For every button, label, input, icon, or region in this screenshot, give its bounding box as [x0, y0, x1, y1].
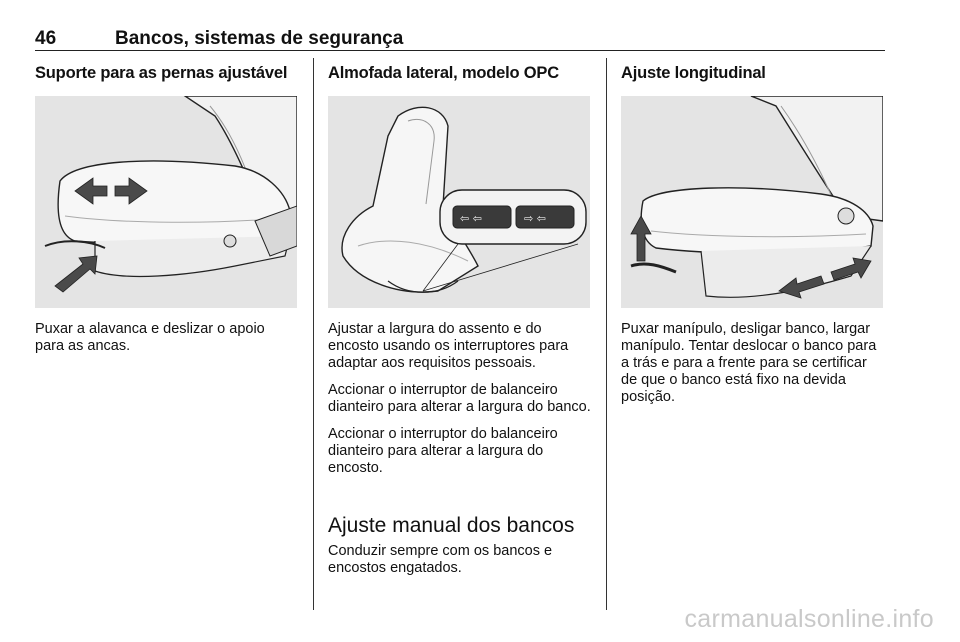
seat-cushion-illustration: [35, 96, 297, 308]
text-side-bolster: [328, 321, 592, 487]
paragraph: Conduzir sempre com os bancos e encostos engatados.: [328, 543, 553, 576]
text-longitudinal: [621, 321, 886, 416]
chapter-title: Bancos, sistemas de segurança: [115, 28, 404, 49]
column-divider: [606, 58, 607, 610]
paragraph: Accionar o interruptor de balanceiro dianteiro para alterar a largura do banco.: [328, 382, 591, 415]
figure-longitudinal: [621, 96, 883, 308]
heading-longitudinal: Ajuste longitudinal: [621, 64, 766, 82]
text-leg-support: [35, 321, 297, 365]
watermark: carmanualsonline.info: [684, 605, 934, 633]
paragraph: Puxar a alavanca e deslizar o apoio para as ancas.: [35, 321, 265, 354]
heading-leg-support: Suporte para as pernas ajustável: [35, 64, 288, 82]
svg-text:⇦ ⇦: ⇦ ⇦: [460, 212, 482, 225]
paragraph: Accionar o interruptor do balanceiro dianteiro para alterar a largura do encosto.: [328, 426, 558, 476]
column-divider: [313, 58, 314, 610]
column-leg-support: [35, 64, 287, 83]
paragraph: Ajustar a largura do assento e do encosto usando os interruptores para adaptar aos requisitos pessoais.: [328, 321, 569, 371]
figure-side-bolster: [328, 96, 590, 308]
text-manual-adjust: [328, 543, 592, 587]
figure-leg-support: [35, 96, 297, 308]
seat-slide-illustration: [621, 96, 883, 308]
svg-text:⇨ ⇦: ⇨ ⇦: [524, 212, 546, 225]
sport-seat-illustration: [328, 96, 590, 308]
column-side-bolster: [328, 64, 559, 83]
paragraph: Puxar manípulo, desligar banco, largar manípulo. Tentar deslocar o banco para a trás e para a frente para se certificar de que o banco está fixo na devida posição.: [621, 321, 877, 405]
page-header: [35, 28, 885, 51]
section-title-manual-adjust: Ajuste manual dos bancos: [328, 514, 575, 537]
heading-side-bolster: Almofada lateral, modelo OPC: [328, 64, 559, 82]
column-longitudinal: [621, 64, 766, 83]
page-number: 46: [35, 28, 57, 49]
